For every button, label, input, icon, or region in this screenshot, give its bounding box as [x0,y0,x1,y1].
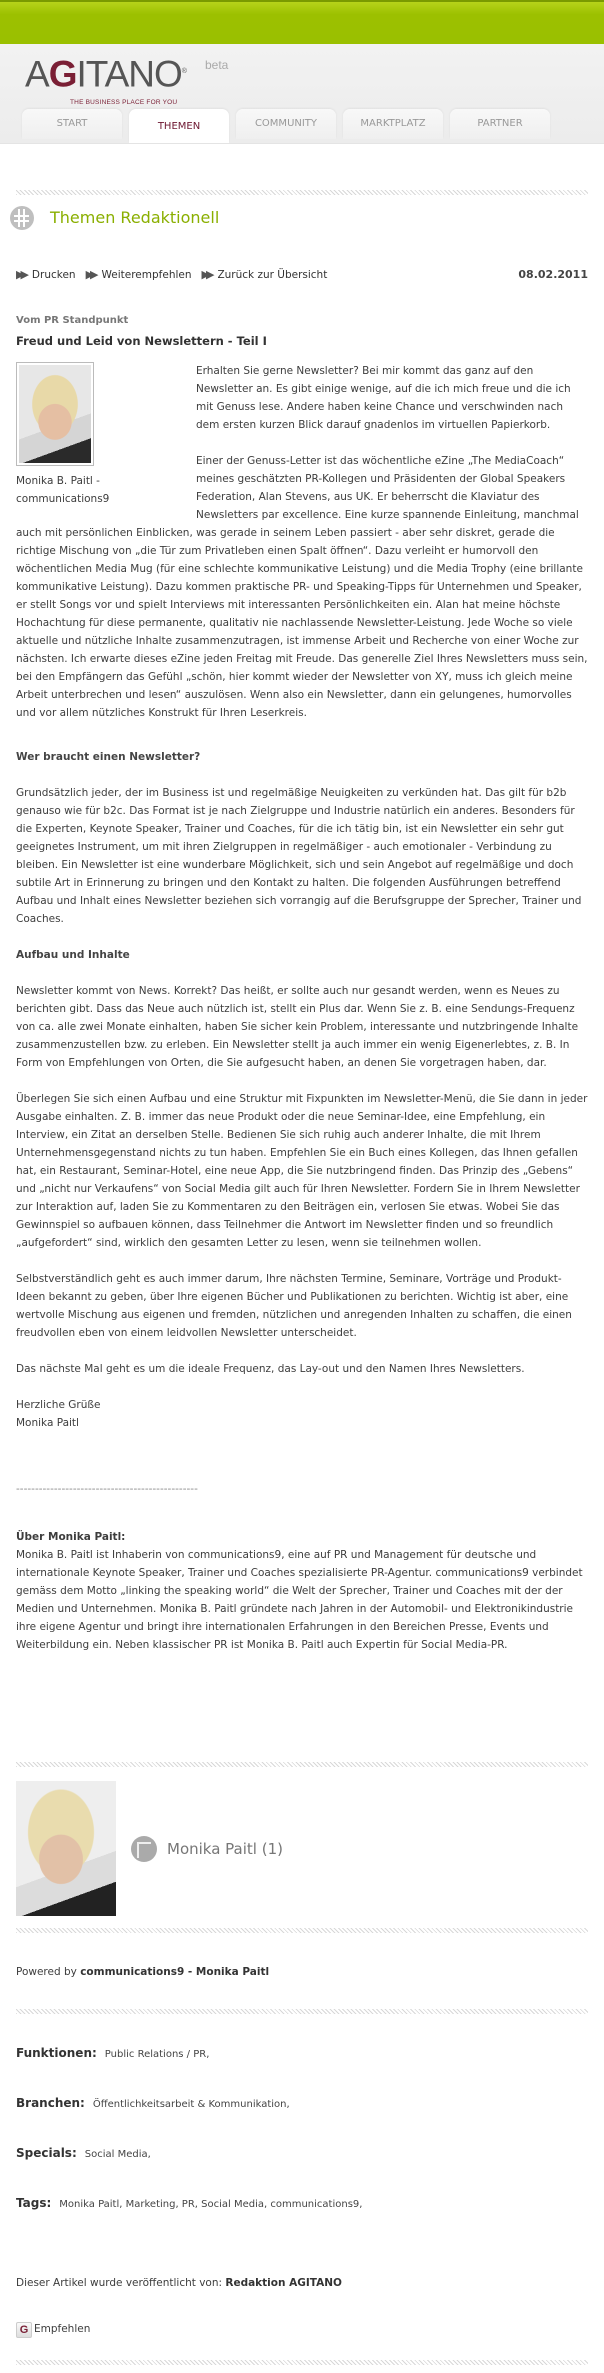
specials-link[interactable]: Social Media, [84,2149,151,2160]
double-chevron-icon: ▶▶ [16,268,25,281]
tab-start[interactable]: START [22,109,122,139]
logo-wordmark: AGITANO® [25,53,186,95]
author-large-photo[interactable] [16,1781,116,1916]
about-title: Über Monika Paitl: [16,1531,126,1543]
article-paragraph: Einer der Genuss-Letter ist das wöchentliche eZine „The MediaCoach“ meines geschätzten PR-Kollegen und Präsidenten der Global Speakers Federation, Alan Stevens, aus UK. Er beherrscht die Klaviatur des Newsletters par excellence. Eine kurze spannende Einleitung, manchmal auch mit persönlichen Einblicken, was gerade in seinem Leben passiert - aber sehr diskret, gerade die richtige Mischung von „die Tür zum Privatleben einen Spalt öffnen“. Dazu verleiht er humorvoll den wöchentlichen Media Mug (für eine schlechte kommunikative Leistung) und die Media Trophy (eine brillante kommunikative Leistung). Dazu kommen praktische PR- und Speaking-Tipps für Unternehmen und Speaker, er stellt Songs vor und spielt Interviews mit interessanten Persönlichkeiten ein. Alan hat meine höchste Hochachtung für diese permanente, qualitativ nie nachlassende Newsletter-Leistung. Jede Woche so viele aktuelle und nützliche Inhalte zusammenzutragen, ist immense Arbeit und Recherche von einer Woche zur nächsten. Ich erwarte dieses eZine jeden Freitag mit Freude. Das generelle Ziel Ihres Newsletters muss sein, bei den Empfängern das Gefühl „schön, hier kommt wieder der Newsletter von XY, muss ich gleich meine Arbeit unterbrechen und lesen“ auszulösen. Wenn also ein Newsletter, dann ein gelungenes, humorvolles und vor allem nützliches Konstrukt für Ihren Leserkreis. [16,455,588,719]
back-to-overview-link[interactable]: ▶▶ Zurück zur Übersicht [202,266,328,284]
section-header [16,195,588,233]
author-box [16,362,116,508]
meta-branchen: Branchen: Öffentlichkeitsarbeit & Kommunikation, [16,2094,588,2114]
greeting: Herzliche Grüße [16,1399,101,1411]
article-body [16,362,588,1654]
divider [16,2009,588,2014]
publisher-link[interactable]: Redaktion AGITANO [225,2277,342,2289]
author-profile-icon [131,1836,157,1862]
double-chevron-icon: ▶▶ [201,268,211,281]
recommend-link[interactable]: ▶▶ Weiterempfehlen [86,266,192,284]
article-paragraph: Newsletter kommt von News. Korrekt? Das heißt, er sollte auch nur gesandt werden, wenn es Neues zu berichten gibt. Dass das Neue auch nützlich ist, stellt ein Plus dar. Wenn Sie z. B. eine Sendungs-Frequenz von ca. alle zwei Monate einhalten, haben Sie sicher kein Problem, interessante und nutzbringende Inhalte zusammenzustellen bzw. zu erleben. Ein Newsletter stellt ja auch immer ein wenig Eigenerlebtes, z. B. In Form von Empfehlungen von Orten, die Sie aufgesucht haben, an denen Sie vorgetragen haben, dar. [16,985,579,1069]
meta-specials: Specials: Social Media, [16,2144,588,2164]
subheading: Aufbau und Inhalte [16,949,130,961]
tab-partner[interactable]: PARTNER [450,109,550,139]
section-title: Themen Redaktionell [50,208,220,227]
article-paragraph: Selbstverständlich geht es auch immer darum, Ihre nächsten Termine, Seminare, Vorträge und Produkt-Ideen bekannt zu geben, über Ihre eigenen Bücher und Publikationen zu berichten. Wichtig ist aber, eine wertvolle Mischung aus eigenen und fremden, nützlichen und anregenden Inhalten zu schaffen, die einen freudvollen eben von einem leidvollen Newsletter unterscheidet. [16,1273,572,1339]
article-paragraph: Grundsätzlich jeder, der im Business ist und regelmäßige Neuigkeiten zu verkünden hat. Das gilt für b2b genauso wie für b2c. Das Format ist je nach Zielgruppe und Industrie natürlich ein anderes. Besonders für die Experten, Keynote Speaker, Trainer und Coaches, für die ich tätig bin, ist ein Newsletter ein sehr gut geeignetes Instrument, um mit ihren Zielgruppen in regelmäßiger - auch emotionaler - Verbindung zu bleiben. Ein Newsletter ist eine wunderbare Möglichkeit, sich und sein Angebot auf regelmäßige und doch subtile Art in Erinnerung zu bringen und den Kontakt zu halten. Die folgenden Ausführungen betreffend Aufbau und Inhalt eines Newsletter beziehen sich vorrangig auf die Berufsgruppe der Sprecher, Trainer und Coaches. [16,787,582,925]
article-date: 08.02.2011 [518,268,588,281]
meta-funktionen: Funktionen: Public Relations / PR, [16,2044,588,2064]
site-logo[interactable] [25,52,229,106]
print-link[interactable]: ▶▶ Drucken [16,266,76,284]
article-headline: Freud und Leid von Newslettern - Teil I [16,334,267,348]
author-profile-link[interactable]: Monika Paitl (1) [167,1839,283,1858]
article-paragraph: Erhalten Sie gerne Newsletter? Bei mir kommt das ganz auf den Newsletter an. Es gibt einige wenige, auf die ich mich freue und die ich mit Genuss lese. Andere haben keine Chance und verschwinden nach dem ersten kurzen Blick darauf gnadenlos im virtuellen Papierkorb. [196,365,571,431]
funktionen-link[interactable]: Public Relations / PR, [104,2049,210,2060]
meta-tags: Tags: Monika Paitl, Marketing, PR, Social Media, communications9, [16,2194,588,2214]
author-photo [16,362,94,466]
article-paragraph: Überlegen Sie sich einen Aufbau und eine Struktur mit Fixpunkten im Newsletter-Menü, die Sie dann in jeder Ausgabe einhalten. Z. B. immer das neue Produkt oder die neue Seminar-Idee, eine Empfehlung, ein Interview, ein Zitat an derselben Stelle. Bedienen Sie sich ruhig auch anderer Inhalte, die mit Ihrem Unternehmensgegenstand nichts zu tun haben. Empfehlen Sie ein Buch eines Kollegen, das Ihnen gefallen hat, ein Restaurant, Seminar-Hotel, eine neue App, die Sie nutzbringend finden. Das Prinzip des „Gebens“ und „nicht nur Verkaufens“ von Social Media gilt auch für Ihren Newsletter. Fordern Sie in Ihrem Newsletter zur Interaktion auf, laden Sie zu Kommentaren zu den Beiträgen ein, verlosen Sie etwas. Wobei Sie das Gewinnspiel so aufbauen können, dass Teilnehmer die Antwort im Newsletter finden und so freundlich „aufgefordert“ sind, wirklich den gesamten Letter zu lesen, wenn sie teilnehmen wollen. [16,1093,588,1249]
article-kicker: Vom PR Standpunkt [16,315,129,326]
divider [16,1928,588,1933]
grid-circle-icon [10,206,34,230]
text-separator: ------------------------------------------------ [16,1483,198,1495]
tab-community[interactable]: COMMUNITY [236,109,336,139]
powered-by: Powered by communications9 - Monika Paitl [16,1966,270,1978]
author-caption: Monika B. Paitl - communications9 [16,475,110,505]
powered-by-link[interactable]: communications9 - Monika Paitl [80,1966,270,1978]
agitano-g-icon: G [16,2322,32,2338]
recommend-button[interactable]: G Empfehlen [16,2320,588,2338]
about-text: Monika B. Paitl ist Inhaberin von communications9, eine auf PR und Management für deutsche und internationale Keynote Speaker, Trainer und Coaches spezialisierte PR-Agentur. communications9 verbindet gemäss dem Motto „linking the speaking world“ die Welt der Sprecher, Trainer und Coaches mit der der Medien und Unternehmen. Monika B. Paitl gründete nach Jahren in der Automobil- und Elektronikindustrie ihre eigene Agentur und bringt ihre internationalen Erfahrungen in den Bereichen Presse, Events und Weiterbildung ein. Neben klassischer PR ist Monika B. Paitl auch Expertin für Social Media-PR. [16,1549,583,1651]
tab-marktplatz[interactable]: MARKTPLATZ [343,109,443,139]
subheading: Wer braucht einen Newsletter? [16,751,201,763]
site-header [0,44,604,144]
published-by: Dieser Artikel wurde veröffentlicht von: Redaktion AGITANO [16,2277,342,2289]
author-block [16,1762,588,1933]
article-paragraph: Das nächste Mal geht es um die ideale Frequenz, das Lay-out und den Namen Ihres Newsletters. [16,1363,525,1375]
tags-links[interactable]: Monika Paitl, Marketing, PR, Social Media, communications9, [59,2199,363,2210]
top-bar [0,0,604,44]
beta-label: beta [205,58,229,72]
branchen-link[interactable]: Öffentlichkeitsarbeit & Kommunikation, [92,2099,290,2110]
signature: Monika Paitl [16,1417,79,1429]
double-chevron-icon: ▶▶ [85,268,95,281]
article-actions [16,266,588,284]
main-nav [22,109,550,143]
tab-themen[interactable]: THEMEN [129,109,229,143]
logo-tagline: THE BUSINESS PLACE FOR YOU [70,99,178,106]
